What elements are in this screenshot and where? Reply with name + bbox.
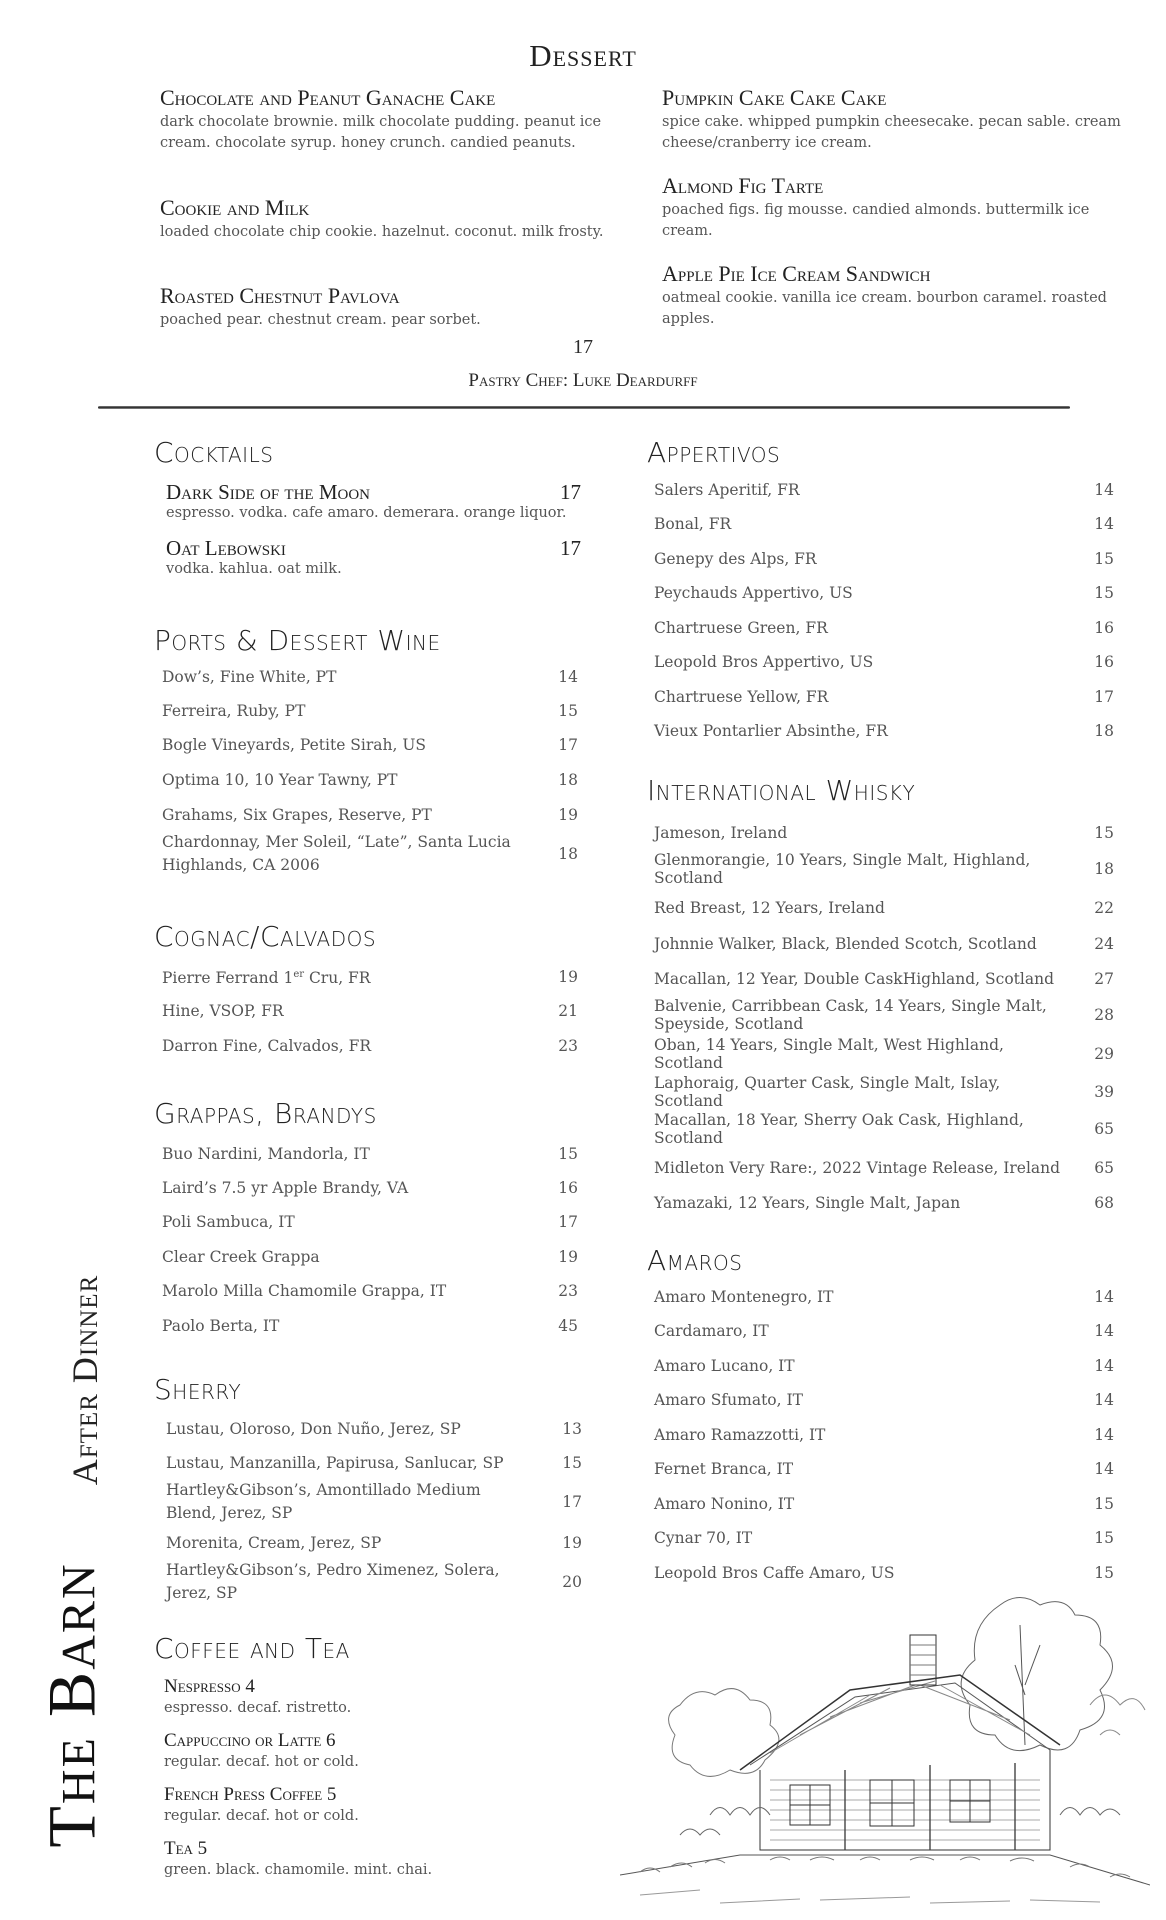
- item-price: 45: [558, 1317, 578, 1335]
- dessert-item-name: Chocolate and Peanut Ganache Cake: [160, 85, 496, 110]
- coffee-desc: regular. decaf. hot or cold.: [164, 1754, 359, 1770]
- coffee-name: French Press Coffee 5: [164, 1784, 337, 1805]
- dessert-item-desc: poached pear. chestnut cream. pear sorbet.: [160, 312, 481, 328]
- menu-row: [654, 850, 1114, 888]
- item-price: 27: [1094, 970, 1114, 988]
- item-price: 65: [1094, 1159, 1114, 1177]
- whisky-title: International Whisky: [647, 774, 916, 807]
- menu-row: [654, 718, 1114, 744]
- item-price: 14: [1094, 1357, 1114, 1375]
- cocktail-price: 17: [560, 480, 581, 504]
- item-price: 19: [558, 806, 578, 824]
- item-price: 14: [1094, 1426, 1114, 1444]
- menu-row: [654, 1318, 1114, 1344]
- item-price: 18: [1094, 722, 1114, 740]
- item-name: Oban, 14 Years, Single Malt, West Highland, Scotland: [654, 1036, 1004, 1072]
- amaros-title: Amaros: [647, 1244, 743, 1277]
- item-price: 18: [558, 771, 578, 789]
- dessert-item-name: Roasted Chestnut Pavlova: [160, 283, 400, 308]
- item-price: 14: [1094, 1322, 1114, 1340]
- menu-row: [654, 1387, 1114, 1413]
- item-price: 15: [1094, 1495, 1114, 1513]
- menu-row: [654, 1035, 1114, 1073]
- menu-row: [654, 1110, 1114, 1148]
- coffee-title: Coffee and Tea: [154, 1632, 350, 1665]
- menu-row: [162, 767, 578, 793]
- item-name: Amaro Nonino, IT: [654, 1495, 795, 1513]
- item-price: 22: [1094, 899, 1114, 917]
- menu-row: [654, 1422, 1114, 1448]
- menu-row: [654, 1073, 1114, 1111]
- item-price: 15: [558, 702, 578, 720]
- item-price: 21: [558, 1002, 578, 1020]
- item-price: 19: [558, 968, 578, 986]
- menu-row: [162, 964, 578, 990]
- the-barn-logo: The Barn: [33, 1562, 110, 1848]
- item-price: 17: [558, 1213, 578, 1231]
- item-price: 19: [562, 1534, 582, 1552]
- menu-row: [162, 1278, 578, 1304]
- menu-row: [654, 615, 1114, 641]
- menu-row: [166, 1450, 582, 1476]
- item-name: Paolo Berta, IT: [162, 1317, 280, 1335]
- sherry-section: [154, 1373, 241, 1407]
- item-price: 65: [1094, 1120, 1114, 1138]
- menu-row: [654, 477, 1114, 503]
- menu-row: [162, 664, 578, 690]
- menu-row: [162, 998, 578, 1024]
- dessert-item-desc: dark chocolate brownie. milk chocolate pudding. peanut ice cream. chocolate syrup. honey crunch. candied peanuts.: [160, 114, 602, 151]
- menu-row: [166, 1558, 582, 1606]
- coffee-desc: green. black. chamomile. mint. chai.: [164, 1862, 433, 1878]
- item-name: Optima 10, 10 Year Tawny, PT: [162, 771, 398, 789]
- menu-row: [162, 1141, 578, 1167]
- item-name: Amaro Sfumato, IT: [654, 1391, 803, 1409]
- item-name: Poli Sambuca, IT: [162, 1213, 295, 1231]
- item-price: 15: [1094, 1564, 1114, 1582]
- item-name: Vieux Pontarlier Absinthe, FR: [654, 722, 888, 740]
- item-price: 39: [1094, 1083, 1114, 1101]
- barn-sketch-illustration: [620, 1585, 1150, 1915]
- item-price: 15: [1094, 824, 1114, 842]
- item-name: Laird’s 7.5 yr Apple Brandy, VA: [162, 1179, 409, 1197]
- item-name: Amaro Montenegro, IT: [654, 1288, 834, 1306]
- item-price: 15: [1094, 1529, 1114, 1547]
- menu-row: [162, 802, 578, 828]
- coffee-item: [164, 1784, 359, 1824]
- coffee-name: Cappuccino or Latte 6: [164, 1730, 336, 1751]
- item-name: Lustau, Oloroso, Don Nuño, Jerez, SP: [166, 1420, 461, 1438]
- appertivos-section: [647, 436, 780, 470]
- item-name: Chartruese Yellow, FR: [654, 688, 829, 706]
- item-name: Ferreira, Ruby, PT: [162, 702, 306, 720]
- menu-row: [654, 1491, 1114, 1517]
- ports-title: Ports & Dessert Wine: [154, 624, 441, 657]
- item-name: Leopold Bros Appertivo, US: [654, 653, 874, 671]
- item-name: Johnnie Walker, Black, Blended Scotch, Scotland: [654, 935, 1037, 953]
- dessert-item-desc: loaded chocolate chip cookie. hazelnut. coconut. milk frosty.: [160, 224, 604, 240]
- item-price: 14: [1094, 1460, 1114, 1478]
- cognac-section: [154, 920, 376, 954]
- dessert-item: [662, 262, 1142, 330]
- coffee-desc: regular. decaf. hot or cold.: [164, 1808, 359, 1824]
- item-name: Marolo Milla Chamomile Grappa, IT: [162, 1282, 447, 1300]
- item-name: Midleton Very Rare:, 2022 Vintage Release, Ireland: [654, 1159, 1061, 1177]
- item-name: Amaro Ramazzotti, IT: [654, 1426, 826, 1444]
- item-price: 16: [1094, 653, 1114, 671]
- menu-row: [654, 895, 1114, 921]
- item-price: 15: [562, 1454, 582, 1472]
- item-price: 23: [558, 1282, 578, 1300]
- menu-row: [654, 1525, 1114, 1551]
- menu-row: [654, 1456, 1114, 1482]
- item-name: Fernet Branca, IT: [654, 1460, 794, 1478]
- item-name: Cardamaro, IT: [654, 1322, 769, 1340]
- pastry-chef-credit: Pastry Chef: Luke Deardurff: [468, 370, 698, 391]
- coffee-item: [164, 1676, 351, 1716]
- item-price: 13: [562, 1420, 582, 1438]
- whisky-section: [647, 774, 915, 808]
- menu-row: [162, 1209, 578, 1235]
- item-name: Morenita, Cream, Jerez, SP: [166, 1534, 382, 1552]
- menu-row: [654, 580, 1114, 606]
- item-name: Salers Aperitif, FR: [654, 481, 800, 499]
- item-price: 18: [558, 845, 578, 863]
- menu-row: [162, 732, 578, 758]
- menu-row: [654, 1284, 1114, 1310]
- item-name: Bonal, FR: [654, 515, 732, 533]
- menu-row: [166, 1416, 582, 1442]
- menu-row: [654, 1190, 1114, 1216]
- cognac-title: Cognac/Calvados: [154, 920, 377, 953]
- item-price: 28: [1094, 1006, 1114, 1024]
- cocktails-title: Cocktails: [154, 436, 274, 469]
- item-name: Hartley&Gibson’s, Amontillado Medium Blend, Jerez, SP: [166, 1481, 481, 1522]
- item-price: 19: [558, 1248, 578, 1266]
- item-name: Darron Fine, Calvados, FR: [162, 1037, 371, 1055]
- item-name: Peychauds Appertivo, US: [654, 584, 853, 602]
- dessert-item: [160, 86, 640, 154]
- item-name: Yamazaki, 12 Years, Single Malt, Japan: [654, 1194, 961, 1212]
- item-price: 14: [1094, 515, 1114, 533]
- item-price: 14: [1094, 1391, 1114, 1409]
- menu-row: [162, 830, 578, 878]
- item-price: 24: [1094, 935, 1114, 953]
- dessert-title: Dessert: [529, 38, 637, 73]
- item-name: Buo Nardini, Mandorla, IT: [162, 1145, 370, 1163]
- menu-row: [654, 820, 1114, 846]
- menu-row: [654, 684, 1114, 710]
- menu-row: [654, 1353, 1114, 1379]
- item-price: 15: [1094, 584, 1114, 602]
- item-name: Hine, VSOP, FR: [162, 1002, 284, 1020]
- dessert-item: [160, 196, 640, 243]
- dessert-price: 17: [573, 336, 593, 358]
- cocktail-name: Oat Lebowski: [166, 536, 286, 560]
- item-price: 23: [558, 1037, 578, 1055]
- item-name: Clear Creek Grappa: [162, 1248, 320, 1266]
- item-name: Amaro Lucano, IT: [654, 1357, 795, 1375]
- cocktail-name: Dark Side of the Moon: [166, 480, 371, 504]
- item-name: Chardonnay, Mer Soleil, “Late”, Santa Lucia Highlands, CA 2006: [162, 833, 511, 874]
- menu-row: [654, 996, 1114, 1034]
- cocktail-price: 17: [560, 536, 581, 560]
- appertivos-title: Appertivos: [647, 436, 781, 469]
- menu-row: [162, 1244, 578, 1270]
- dessert-item-name: Apple Pie Ice Cream Sandwich: [662, 261, 931, 286]
- dessert-item: [662, 86, 1142, 154]
- menu-row: [654, 1560, 1114, 1586]
- amaros-section: [647, 1244, 742, 1278]
- section-divider: [98, 406, 1070, 409]
- menu-row: [162, 1033, 578, 1059]
- menu-row: [654, 931, 1114, 957]
- menu-row: [166, 1478, 582, 1526]
- menu-row: [654, 649, 1114, 675]
- sherry-title: Sherry: [154, 1373, 242, 1406]
- item-name: Jameson, Ireland: [654, 824, 788, 842]
- item-name: Bogle Vineyards, Petite Sirah, US: [162, 736, 427, 754]
- dessert-item: [160, 284, 640, 331]
- item-price: 17: [1094, 688, 1114, 706]
- item-name: Dow’s, Fine White, PT: [162, 668, 337, 686]
- item-price: 17: [558, 736, 578, 754]
- dessert-item-desc: spice cake. whipped pumpkin cheesecake. pecan sable. cream cheese/cranberry ice cream.: [662, 114, 1121, 151]
- item-price: 20: [562, 1573, 582, 1591]
- item-name: Macallan, 18 Year, Sherry Oak Cask, Highland, Scotland: [654, 1111, 1024, 1147]
- item-name: Macallan, 12 Year, Double CaskHighland, Scotland: [654, 970, 1055, 988]
- menu-row: [654, 966, 1114, 992]
- menu-row: [654, 546, 1114, 572]
- item-name: Laphoraig, Quarter Cask, Single Malt, Islay, Scotland: [654, 1074, 1001, 1110]
- dessert-item-name: Almond Fig Tarte: [662, 173, 824, 198]
- menu-row: [654, 1155, 1114, 1181]
- menu-row: [162, 1313, 578, 1339]
- grappas-section: [154, 1097, 377, 1131]
- item-price: 17: [562, 1493, 582, 1511]
- item-name: Cynar 70, IT: [654, 1529, 753, 1547]
- item-price: 18: [1094, 860, 1114, 878]
- dessert-item: [662, 174, 1142, 242]
- item-name: Leopold Bros Caffe Amaro, US: [654, 1564, 895, 1582]
- cocktails-section: [154, 436, 273, 470]
- item-price: 14: [1094, 481, 1114, 499]
- menu-row: [162, 698, 578, 724]
- item-name: Hartley&Gibson’s, Pedro Ximenez, Solera, Jerez, SP: [166, 1561, 500, 1602]
- item-price: 15: [558, 1145, 578, 1163]
- menu-row: [654, 511, 1114, 537]
- item-price: 29: [1094, 1045, 1114, 1063]
- item-name: Glenmorangie, 10 Years, Single Malt, Highland, Scotland: [654, 851, 1031, 887]
- coffee-name: Nespresso 4: [164, 1676, 255, 1697]
- after-dinner-side-title: After Dinner: [65, 1274, 105, 1486]
- coffee-name: Tea 5: [164, 1838, 208, 1859]
- item-name: Chartruese Green, FR: [654, 619, 828, 637]
- item-price: 16: [1094, 619, 1114, 637]
- menu-row: [166, 1530, 582, 1556]
- dessert-item-desc: poached figs. fig mousse. candied almonds. buttermilk ice cream.: [662, 202, 1090, 239]
- cocktail-desc: vodka. kahlua. oat milk.: [166, 561, 342, 577]
- grappas-title: Grappas, Brandys: [154, 1097, 377, 1130]
- item-name: Lustau, Manzanilla, Papirusa, Sanlucar, SP: [166, 1454, 504, 1472]
- menu-row: [162, 1175, 578, 1201]
- item-price: 15: [1094, 550, 1114, 568]
- item-price: 68: [1094, 1194, 1114, 1212]
- dessert-item-name: Pumpkin Cake Cake Cake: [662, 85, 887, 110]
- dessert-item-name: Cookie and Milk: [160, 195, 310, 220]
- coffee-section: [154, 1632, 350, 1666]
- cocktail-item: [166, 480, 606, 521]
- item-price: 14: [1094, 1288, 1114, 1306]
- coffee-item: [164, 1730, 359, 1770]
- item-name: Red Breast, 12 Years, Ireland: [654, 899, 885, 917]
- item-name: Grahams, Six Grapes, Reserve, PT: [162, 806, 432, 824]
- item-price: 14: [558, 668, 578, 686]
- cocktail-desc: espresso. vodka. cafe amaro. demerara. orange liquor.: [166, 505, 567, 521]
- cocktail-item: [166, 536, 606, 577]
- item-name: Pierre Ferrand 1er Cru, FR: [162, 969, 371, 988]
- item-name: Genepy des Alps, FR: [654, 550, 817, 568]
- coffee-item: [164, 1838, 432, 1878]
- item-price: 16: [558, 1179, 578, 1197]
- item-name: Balvenie, Carribbean Cask, 14 Years, Single Malt, Speyside, Scotland: [654, 997, 1047, 1033]
- coffee-desc: espresso. decaf. ristretto.: [164, 1700, 352, 1716]
- ports-section: [154, 624, 441, 658]
- dessert-item-desc: oatmeal cookie. vanilla ice cream. bourbon caramel. roasted apples.: [662, 290, 1107, 327]
